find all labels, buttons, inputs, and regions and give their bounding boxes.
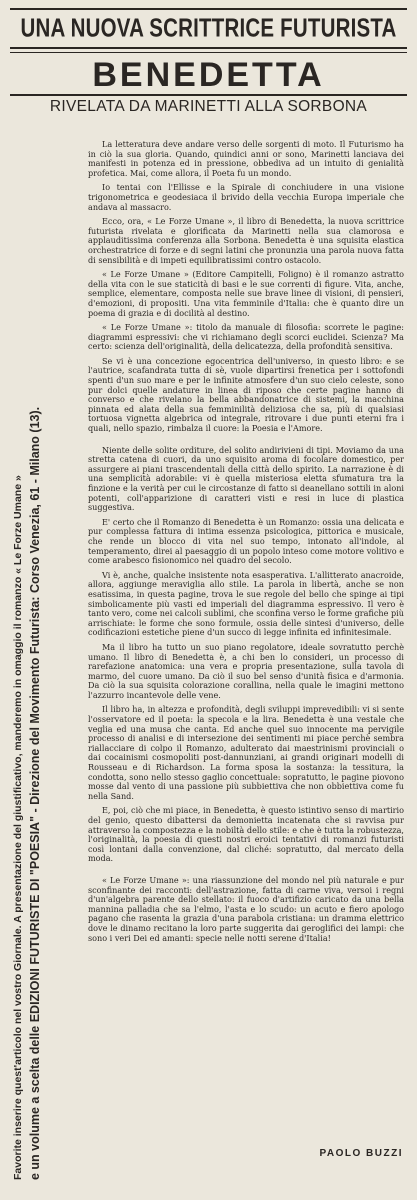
- paragraph: Io tentai con l'Ellisse e la Spirale di conchiudere in una visione trigonometrica e geodesiaca il brivido della vecchia Europa imperiale che andava al massacro.: [88, 182, 404, 212]
- paragraph: E, poi, ciò che mi piace, in Benedetta, è questo istintivo senso di martirio del genio, questo dibattersi da demonietta incatenata che si ravvisa pur attraverso la compostezza e la nobiltà dello stile: e che è tutta la robustezza, l'originalità, la poesia di questi nostri eroici tentativi di romanzi futuristi così lontani dalla convenzione, dal cliché: sopratutto, dal mercato della moda.: [88, 805, 404, 864]
- article-body: [88, 140, 404, 948]
- sidebar-notice: [10, 120, 44, 1180]
- paragraph: Vi è, anche, qualche insistente nota esasperativa. L'allitterato anacroide, allora, aggiunge meraviglia allo stile. La parola in libertà, anche se non esatissima, in questa pagine, trova le sue regole del bello che spinge ai tipi simbolicamente più vasti ed imperiali del diagramma espressivo. Il vero è tanto vero, come nei calcoli sublimi, che sconfina verso le forme grafiche più arrischiate: le forme che sono formule, ossia delle sintesi d'universo, delle codificazioni estetiche piene d'un succo di legge infinita ed infinitesimale.: [88, 569, 404, 638]
- paragraph: « Le Forze Umane » (Editore Campitelli, Foligno) è il romanzo astratto della vita con le sue staticità di basi e le sue correnti di figure. Vita, anche, semplice, elementare, composta nelle sue brave linee di visioni, di pensieri, d'emozioni, di propositi. Una vita femminile d'Italia: che è quanto dire un poema di grazia e di docilità al destino.: [88, 269, 404, 318]
- paragraph: Ma il libro ha tutto un suo piano regolatore, ideale sovratutto perchè umano. Il libro di Benedetta è, a chi ben lo consideri, un processo di rarefazione anatomica: una vera e propria presentazione, sulla tavola di marmo, del cuore umano. Da ciò il suo bel senso d'unità fisica e d'armonia. Da ciò la sua squisita colorazione corallina, nella quale le imagini mettono l'azzurro incantevole delle vene.: [88, 641, 404, 700]
- article-signature: PAOLO BUZZI: [319, 1148, 403, 1159]
- title-rule-thin: [10, 52, 407, 53]
- sidebar-line-1: Favorite inserire quest'articolo nel vostro Giornale. A presentazione del giustificativo, manderemo in omaggio il romanzo « Le Forze Umane »: [12, 475, 24, 1180]
- paragraph: « Le Forze Umane »: una riassunzione del mondo nel più naturale e pur sconfinante dei racconti: dell'astrazione, fatta di carne viva, versoi i regni d'un'algebra parente dello stellato: il fuoco d'artifizio caricato da una bella mannina palladia che sa l'elmo, l'asta e lo scudo: un acuto e fiero apologo pagano che rasenta la grazia d'una parabola cristiana: un dramma elettrico dove le dinamo recitano la loro parte suggerita dai geroglifici dei lampi: che sono i veri Dei ed amanti: specie nelle notti serene d'Italia!: [88, 874, 404, 943]
- top-rule: [10, 8, 407, 10]
- page-subtitle: RIVELATA DA MARINETTI ALLA SORBONA: [49, 98, 368, 115]
- name-rule: [10, 94, 407, 96]
- paragraph: La letteratura deve andare verso delle sorgenti di moto. Il Futurismo ha in ciò la sua gloria. Quando, quindici anni or sono, Marinetti lanciava dei manifesti in potenza ed in pressione, obbediva ad un intuito di genialità profetica. Mai, come allora, il Poeta fu un mondo.: [88, 139, 404, 178]
- top-title: UNA NUOVA SCRITTRICE FUTURISTA: [20, 14, 397, 43]
- paragraph: « Le Forze Umane »: titolo da manuale di filosofia: scorrete le pagine: diagrammi espressivi: che vi richiamano degli scorci euclidei. Scienza? Ma certo: scienza dell'originalità, della delicatezza, della profondità sensitiva.: [88, 322, 404, 352]
- sidebar-line-2: e un volume a scelta delle EDIZIONI FUTURISTE DI "POESIA" - Direzione del Movimento Futurista: Corso Venezia, 61 - Milano (13).: [28, 406, 42, 1180]
- paragraph: Se vi è una concezione egocentrica dell'universo, in questo libro: e se l'autrice, scafandrata tutta di sè, vuole dipartirsi frenetica per i sottofondi spenti d'un suo mare e per le infinite atmosfere d'un suo cielo celeste, sono pur dolci quelle andature in linea di riposo che certe pagine hanno di converso e che rivelano la bella abbandonatrice di sistemi, la macchina pinnata ed alata della sua femminilità deliziosa che sa, più di qualsiasi tortuosa vignetta algebrica od integrale, ritrovare i due punti eterni fra i quali, nello spazio, rimbalza il cuore: la Poesia e l'Amore.: [88, 355, 404, 434]
- paragraph: E' certo che il Romanzo di Benedetta è un Romanzo: ossia una delicata e pur complessa fattura di intima essenza psicologica, pittorica e musicale, che rende un blocco di vita nel suo tempo, intonato all'indole, al temperamento, direi al paesaggio di un popolo inteso come motore volitivo e come arabesco fisionomico nel quadro del secolo.: [88, 516, 404, 566]
- title-rule: [10, 47, 407, 49]
- paragraph: Ecco, ora, « Le Forze Umane », il libro di Benedetta, la nuova scrittrice futurista rivelata e glorificata da Marinetti nella sua clamorosa e applauditissima conferenza alla Sorbona. Benedetta è una squisita elastica orchestratrice di forze e di segni latini che pronunzia una parola nuova fatta di sensibilità e di impeti equilibratissimi contro ostacolo.: [88, 216, 404, 265]
- paragraph: Il libro ha, in altezza e profondità, degli sviluppi imprevedibili: vi si sente l'osservatore ed il poeta: la specola e la lira. Benedetta è una vestale che veglia ed una musa che canta. Ed anche quel suo innocente ma pervigile processo di analisi e di intersezione dei sentimenti mi piace perchè sembra riallacciare di colpo il Romanzo, adulterato dai maestrinismi provinciali o dai cocainismi cosmopoliti post-dannunziani, ai grandi originari modelli di Rousseau e di Richardson. La forma sposa la sostanza: la tessitura, la condotta, sono nello stesso gaglio concettuale: sopratutto, le pagine piovono mosse dal vento di una passione più subbiettiva che non obbiettiva come fu nella Sand.: [88, 704, 404, 801]
- paragraph: Niente delle solite orditure, del solito andirivieni di tipi. Moviamo da una stretta catena di cuori, da uno squisito aroma di focolare domestico, per assurgere ai piani trascendentali della città dello spirito. La narrazione è di una semplicità adorabile: vi è quella misteriosa eletta sfumatura tra la finzione e la verità per cui le circostanze di fatto si deanellano sottili in aloni potenti, coll'apparizione di caratteri visti e resi in luce di plastica suggestiva.: [88, 444, 404, 513]
- author-name: BENEDETTA: [92, 56, 325, 94]
